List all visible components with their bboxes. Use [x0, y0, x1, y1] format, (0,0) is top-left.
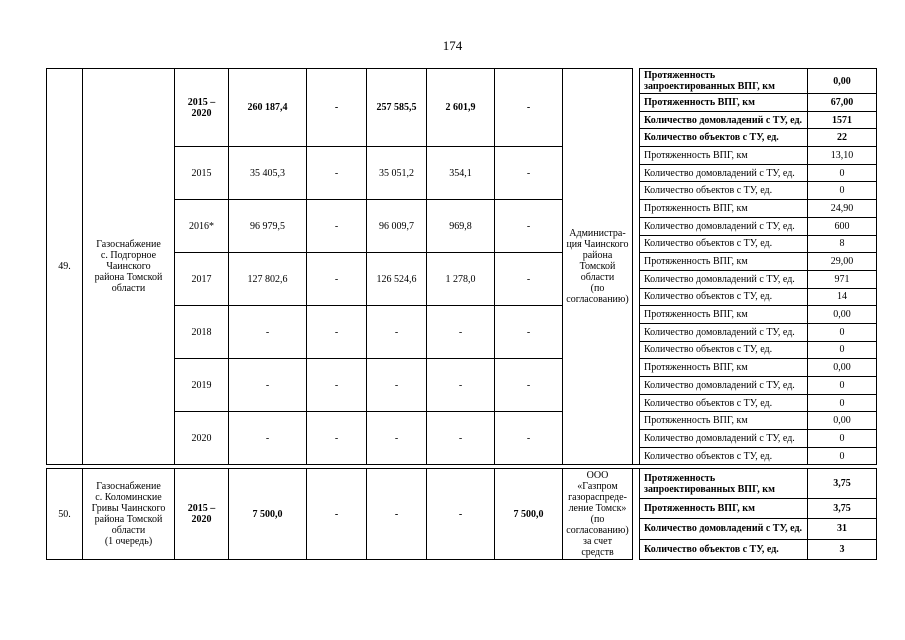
executor-line: Администра-: [569, 228, 626, 240]
indicator-label: Количество объектов с ТУ, ед.: [640, 129, 808, 147]
indicator-value: 24,90: [808, 200, 877, 218]
project-name-line: Газоснабжение: [96, 481, 161, 493]
page-number: 174: [442, 38, 463, 53]
finance-value: -: [307, 469, 367, 560]
indicator-value: 22: [808, 129, 877, 147]
executor-line: района: [582, 250, 613, 262]
executor-line: (по: [590, 514, 605, 526]
period-year-line: 2015 –: [187, 96, 216, 108]
indicator-label: Количество объектов с ТУ, ед.: [640, 539, 808, 560]
indicator-label: Протяженность ВПГ, км: [640, 498, 808, 519]
indicator-label: Протяженность ВПГ, км: [640, 412, 808, 430]
indicator-label: Протяженность ВПГ, км: [640, 200, 808, 218]
indicator-value: 0,00: [808, 69, 877, 94]
finance-value: 35 051,2: [367, 147, 427, 200]
indicator-label: Количество объектов с ТУ, ед.: [640, 341, 808, 359]
indicator-label: Протяженность ВПГ, км: [640, 147, 808, 165]
finance-value: -: [427, 412, 495, 465]
period-year-line: 2020: [191, 432, 212, 444]
indicator-label: Количество домовладений с ТУ, ед.: [640, 519, 808, 540]
period-year: [175, 253, 229, 306]
project-name-line: Гривы Чаинского: [91, 503, 166, 515]
indicator-value: 3,75: [808, 469, 877, 498]
indicator-value: 0: [808, 164, 877, 182]
finance-value: -: [427, 306, 495, 359]
indicator-label: Количество объектов с ТУ, ед.: [640, 235, 808, 253]
period-year-line: 2015: [191, 167, 212, 179]
indicator-value: 0: [808, 323, 877, 341]
finance-value: -: [307, 412, 367, 465]
indicator-value: 1571: [808, 111, 877, 129]
indicator-label: Количество домовладений с ТУ, ед.: [640, 377, 808, 395]
indicator-value: 3,75: [808, 498, 877, 519]
indicator-value: 31: [808, 519, 877, 540]
finance-value: -: [495, 412, 563, 465]
finance-value: -: [307, 359, 367, 412]
executor-line: газораспреде-: [568, 492, 627, 504]
period-year-line: 2018: [191, 326, 212, 338]
indicator-value: 0,00: [808, 412, 877, 430]
executor-line: ление Томск»: [568, 503, 627, 515]
finance-value: -: [307, 306, 367, 359]
finance-value: 96 009,7: [367, 200, 427, 253]
executor-line: области: [580, 272, 615, 284]
executor-line: (по: [590, 283, 605, 295]
indicator-value: 13,10: [808, 147, 877, 165]
period-year: [175, 412, 229, 465]
finance-value: -: [229, 412, 307, 465]
period-year: [175, 469, 229, 560]
finance-value: -: [495, 200, 563, 253]
indicator-value: 8: [808, 235, 877, 253]
indicator-value: 67,00: [808, 94, 877, 112]
table-row: [47, 469, 877, 498]
finance-value: 127 802,6: [229, 253, 307, 306]
indicator-value: 14: [808, 288, 877, 306]
indicator-value: 29,00: [808, 253, 877, 271]
column-gap: [633, 69, 640, 465]
executor: [563, 69, 633, 465]
finance-value: -: [367, 412, 427, 465]
indicator-value: 0: [808, 394, 877, 412]
finance-value: -: [495, 147, 563, 200]
indicator-label: Протяженность ВПГ, км: [640, 253, 808, 271]
indicator-label: Количество объектов с ТУ, ед.: [640, 394, 808, 412]
finance-value: 1 278,0: [427, 253, 495, 306]
finance-value: 354,1: [427, 147, 495, 200]
executor-line: согласованию): [566, 294, 629, 306]
finance-value: -: [427, 359, 495, 412]
project-name-line: района Томской: [94, 514, 163, 526]
finance-value: -: [367, 306, 427, 359]
project-number: 49.: [47, 69, 83, 465]
finance-value: 7 500,0: [229, 469, 307, 560]
period-year-line: 2020: [191, 514, 212, 526]
indicator-value: 0: [808, 377, 877, 395]
period-year-line: 2017: [191, 273, 212, 285]
indicator-value: 0: [808, 430, 877, 448]
column-gap: [633, 469, 640, 560]
period-year: [175, 306, 229, 359]
indicator-value: 3: [808, 539, 877, 560]
finance-value: 2 601,9: [427, 69, 495, 147]
finance-value: -: [495, 69, 563, 147]
period-year-line: 2016*: [189, 220, 214, 232]
project-name-line: Газоснабжение: [96, 239, 161, 251]
finance-value: -: [229, 306, 307, 359]
indicator-label: Количество домовладений с ТУ, ед.: [640, 430, 808, 448]
program-table: [46, 68, 877, 560]
project-number: 50.: [47, 469, 83, 560]
indicator-label: Протяженность ВПГ, км: [640, 306, 808, 324]
finance-value: 7 500,0: [495, 469, 563, 560]
indicator-value: 971: [808, 270, 877, 288]
project-name: [83, 469, 175, 560]
finance-value: 96 979,5: [229, 200, 307, 253]
indicator-label: Протяженность запроектированных ВПГ, км: [640, 69, 808, 94]
period-year: [175, 359, 229, 412]
indicator-label: Протяженность ВПГ, км: [640, 359, 808, 377]
project-name-line: Чаинского: [106, 261, 151, 273]
project-name-line: области: [111, 525, 146, 537]
indicator-label: Количество домовладений с ТУ, ед.: [640, 270, 808, 288]
indicator-label: Количество объектов с ТУ, ед.: [640, 288, 808, 306]
period-year: [175, 200, 229, 253]
finance-value: -: [229, 359, 307, 412]
finance-value: -: [307, 200, 367, 253]
finance-value: 126 524,6: [367, 253, 427, 306]
indicator-label: Количество домовладений с ТУ, ед.: [640, 323, 808, 341]
indicator-value: 0,00: [808, 359, 877, 377]
period-year: [175, 69, 229, 147]
finance-value: -: [367, 469, 427, 560]
project-name-line: (1 очередь): [104, 536, 153, 548]
indicator-label: Количество объектов с ТУ, ед.: [640, 447, 808, 465]
project-name-line: с. Коломинские: [95, 492, 162, 504]
finance-value: 257 585,5: [367, 69, 427, 147]
executor-line: согласованию): [566, 525, 629, 537]
finance-value: 35 405,3: [229, 147, 307, 200]
project-name-line: с. Подгорное: [100, 250, 157, 262]
indicator-label: Количество домовладений с ТУ, ед.: [640, 217, 808, 235]
finance-value: -: [495, 306, 563, 359]
executor-line: Томской: [579, 261, 616, 273]
indicator-value: 0: [808, 341, 877, 359]
indicator-value: 0: [808, 447, 877, 465]
indicator-label: Количество домовладений с ТУ, ед.: [640, 111, 808, 129]
finance-value: -: [495, 253, 563, 306]
indicator-value: 0: [808, 182, 877, 200]
finance-value: -: [307, 253, 367, 306]
period-year: [175, 147, 229, 200]
executor-line: ция Чаинского: [566, 239, 629, 251]
indicator-value: 600: [808, 217, 877, 235]
indicator-label: Количество объектов с ТУ, ед.: [640, 182, 808, 200]
finance-value: -: [367, 359, 427, 412]
finance-value: -: [427, 469, 495, 560]
executor-line: за счет средств: [581, 536, 614, 559]
finance-value: 969,8: [427, 200, 495, 253]
finance-value: -: [307, 69, 367, 147]
executor-line: ООО «Газпром: [577, 470, 618, 493]
indicator-label: Протяженность ВПГ, км: [640, 94, 808, 112]
indicator-label: Протяженность запроектированных ВПГ, км: [640, 469, 808, 498]
executor: [563, 469, 633, 560]
finance-value: -: [495, 359, 563, 412]
finance-value: 260 187,4: [229, 69, 307, 147]
project-name-line: области: [111, 283, 146, 295]
finance-value: -: [307, 147, 367, 200]
project-name: [83, 69, 175, 465]
period-year-line: 2019: [191, 379, 212, 391]
period-year-line: 2015 –: [187, 503, 216, 515]
indicator-label: Количество домовладений с ТУ, ед.: [640, 164, 808, 182]
period-year-line: 2020: [191, 107, 212, 119]
project-name-line: района Томской: [94, 272, 163, 284]
table-row: [47, 69, 877, 94]
indicator-value: 0,00: [808, 306, 877, 324]
